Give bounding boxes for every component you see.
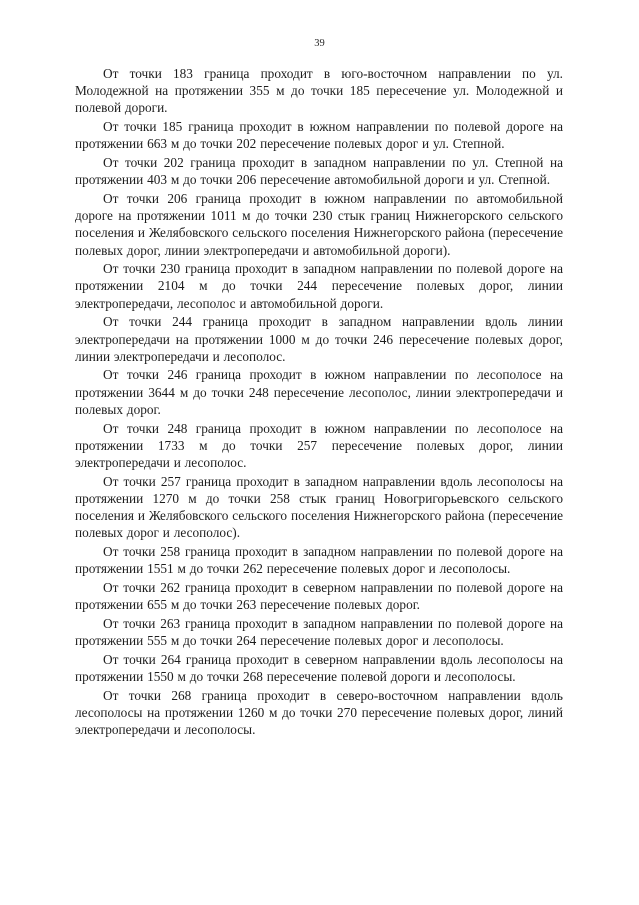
paragraph-6: От точки 244 граница проходит в западном направлении вдоль линии электропередачи на протяжении 1000 м до точки 246 пересечение полевых дорог, линии электропередачи и лесополос.: [75, 314, 563, 364]
paragraph-11: От точки 262 граница проходит в северном направлении по полевой дороге на протяжении 655 м до точки 263 пересечение полевых дорог.: [75, 579, 563, 613]
paragraph-4: От точки 206 граница проходит в южном направлении по автомобильной дороге на протяжении 1011 м до точки 230 стык границ Нижнегорского сельского поселения и Желябовского сельского поселения Нижнегорского района (пересечение полевых дорог, линии электропередачи и автомобильной дороги).: [75, 190, 563, 258]
paragraph-1: От точки 183 граница проходит в юго-восточном направлении по ул. Молодежной на протяжении 355 м до точки 185 пересечение ул. Молодежной и полевой дороги.: [75, 66, 563, 116]
paragraph-12: От точки 263 граница проходит в западном направлении по полевой дороге на протяжении 555 м до точки 264 пересечение полевых дорог и лесополосы.: [75, 615, 563, 648]
paragraph-2: От точки 185 граница проходит в южном направлении по полевой дороге на протяжении 663 м до точки 202 пересечение полевых дорог и ул. Степной.: [75, 119, 563, 152]
paragraph-3: От точки 202 граница проходит в западном направлении по ул. Степной на протяжении 403 м до точки 206 пересечение автомобильной дороги и ул. Степной.: [75, 155, 563, 188]
paragraph-5: От точки 230 граница проходит в западном направлении по полевой дороге на протяжении 2104 м до точки 244 пересечение полевых дорог, линии электропередачи, лесополос и автомобильной дороги.: [75, 261, 563, 311]
paragraph-8: От точки 248 граница проходит в южном направлении по лесополосе на протяжении 1733 м до точки 257 пересечение полевых дорог, линии электропередачи и лесополос.: [75, 420, 563, 470]
paragraph-7: От точки 246 граница проходит в южном направлении по лесополосе на протяжении 3644 м до точки 248 пересечение лесополос, линии электропередачи и полевых дорог.: [75, 367, 563, 417]
document-body: [75, 65, 563, 740]
page-number: 39: [314, 38, 325, 49]
paragraph-13: От точки 264 граница проходит в северном направлении вдоль лесополосы на протяжении 1550 м до точки 268 пересечение полевой дороги и лесополосы.: [75, 651, 563, 684]
paragraph-10: От точки 258 граница проходит в западном направлении по полевой дороге на протяжении 1551 м до точки 262 пересечение полевых дорог и лесополосы.: [75, 543, 563, 577]
paragraph-14: От точки 268 граница проходит в северо-восточном направлении вдоль лесополосы на протяжении 1260 м до точки 270 пересечение полевых дорог, линий электропередачи и лесополосы.: [75, 687, 563, 738]
paragraph-9: От точки 257 граница проходит в западном направлении вдоль лесополосы на протяжении 1270 м до точки 258 стык границ Новогригорьевского сельского поселения и Желябовского сельского поселения Нижнегорского района (пересечение полевых дорог и лесополос).: [75, 473, 563, 541]
